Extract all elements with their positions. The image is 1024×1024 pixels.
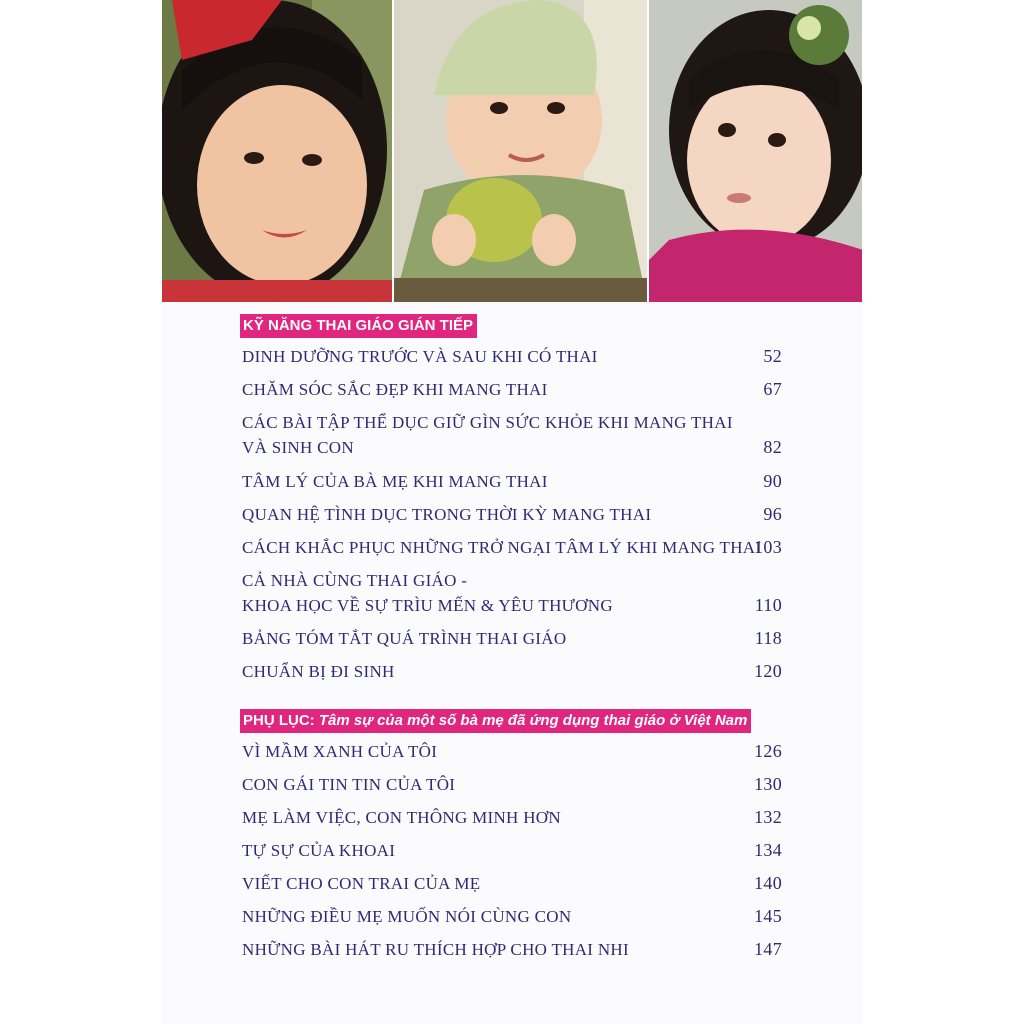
toc-entry-title: DINH DƯỠNG TRƯỚC VÀ SAU KHI CÓ THAI xyxy=(242,347,598,366)
toc-entry[interactable] xyxy=(242,535,782,560)
toc-page-number: 90 xyxy=(763,471,782,491)
child-photo-2 xyxy=(392,0,646,302)
toc-page-number: 118 xyxy=(754,628,782,648)
toc-entry[interactable] xyxy=(242,410,782,460)
toc-entry-title: BẢNG TÓM TẮT QUÁ TRÌNH THAI GIÁO xyxy=(242,629,567,648)
toc-entry-title: NHỮNG ĐIỀU MẸ MUỐN NÓI CÙNG CON xyxy=(242,907,572,926)
toc-page-number: 82 xyxy=(763,437,782,457)
toc-page-number: 52 xyxy=(763,346,782,366)
section-heading xyxy=(240,314,477,338)
toc-page-number: 147 xyxy=(754,939,782,959)
toc-entry[interactable] xyxy=(242,469,782,494)
toc-page-number: 103 xyxy=(754,537,782,557)
child-photo-1 xyxy=(162,0,392,302)
toc-page-number: 67 xyxy=(763,379,782,399)
toc-entry-title: TÂM LÝ CỦA BÀ MẸ KHI MANG THAI xyxy=(242,472,548,491)
toc-entry-title: NHỮNG BÀI HÁT RU THÍCH HỢP CHO THAI NHI xyxy=(242,940,629,959)
toc-entry-title: VÌ MẦM XANH CỦA TÔI xyxy=(242,742,438,761)
toc-entry-title: TỰ SỰ CỦA KHOAI xyxy=(242,841,396,860)
toc-entry[interactable] xyxy=(242,805,782,830)
toc-entry-title: CÁC BÀI TẬP THỂ DỤC GIỮ GÌN SỨC KHỎE KHI MANG THAI xyxy=(242,413,733,432)
toc-entry[interactable] xyxy=(242,568,782,618)
section-heading xyxy=(240,709,751,733)
toc-entry[interactable] xyxy=(242,739,782,764)
toc-page-number: 96 xyxy=(763,504,782,524)
section-heading-label: KỸ NĂNG THAI GIÁO GIÁN TIẾP xyxy=(243,317,474,334)
toc-entry-title: CÁCH KHẮC PHỤC NHỮNG TRỞ NGẠI TÂM LÝ KHI MANG THAI xyxy=(242,538,762,557)
toc-page-number: 140 xyxy=(754,873,782,893)
toc-entry[interactable] xyxy=(242,904,782,929)
toc-page-number: 120 xyxy=(754,661,782,681)
toc-entry[interactable] xyxy=(242,838,782,863)
toc-entry-title: VIẾT CHO CON TRAI CỦA MẸ xyxy=(242,874,481,893)
photo-strip xyxy=(162,0,862,302)
toc-page-number: 132 xyxy=(754,807,782,827)
toc-entry-title: MẸ LÀM VIỆC, CON THÔNG MINH HƠN xyxy=(242,808,561,827)
toc-entry[interactable] xyxy=(242,344,782,369)
child-photo-3 xyxy=(647,0,862,302)
toc-entry-title: CHUẨN BỊ ĐI SINH xyxy=(242,662,395,681)
toc-page-number: 130 xyxy=(754,774,782,794)
toc-entry[interactable] xyxy=(242,502,782,527)
toc-entry-title: CON GÁI TIN TIN CỦA TÔI xyxy=(242,775,456,794)
toc-page-number: 110 xyxy=(754,595,782,615)
toc-entry[interactable] xyxy=(242,871,782,896)
toc-entry-title: KHOA HỌC VỀ SỰ TRÌU MẾN & YÊU THƯƠNG xyxy=(242,596,613,615)
toc-entry[interactable] xyxy=(242,377,782,402)
toc-entry-title: VÀ SINH CON xyxy=(242,438,354,457)
toc-entry-title: QUAN HỆ TÌNH DỤC TRONG THỜI KỲ MANG THAI xyxy=(242,505,652,524)
section-heading-label: PHỤ LỤC: xyxy=(243,712,315,729)
section-subheading: Tâm sự của một số bà mẹ đã ứng dụng thai giáo ở Việt Nam xyxy=(314,712,748,729)
toc-page-number: 134 xyxy=(754,840,782,860)
toc-entry-title: CHĂM SÓC SẮC ĐẸP KHI MANG THAI xyxy=(242,380,548,399)
toc-entry[interactable] xyxy=(242,626,782,651)
toc-entry[interactable] xyxy=(242,937,782,962)
toc-page-number: 126 xyxy=(754,741,782,761)
toc-entry[interactable] xyxy=(242,772,782,797)
toc-entry-title: CẢ NHÀ CÙNG THAI GIÁO - xyxy=(242,571,468,590)
toc-entry[interactable] xyxy=(242,659,782,684)
toc-page-number: 145 xyxy=(754,906,782,926)
